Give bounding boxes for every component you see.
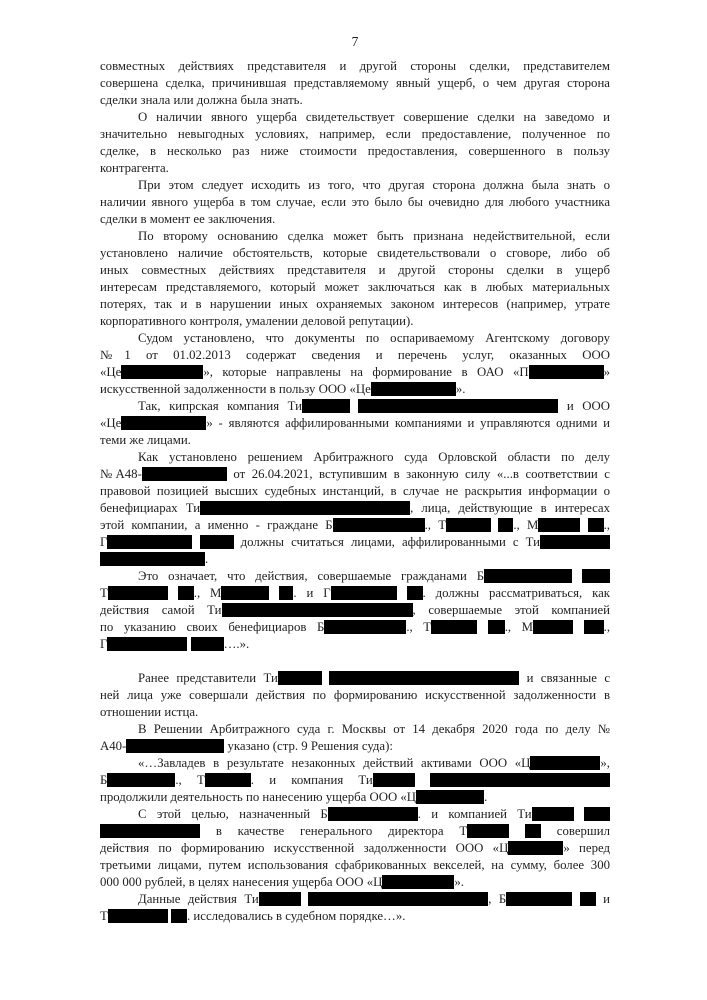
text-line: потерях, так и в нарушении иных охраняемых законом интересов (например, утрате [100, 297, 610, 311]
redaction-bar [191, 637, 224, 651]
text-line: Б ., Т . и компания Ти [100, 772, 610, 789]
text-line: №1 от 01.02.2013 содержат сведения и перечень услуг, оказанных ООО [100, 348, 610, 362]
redaction-bar [121, 365, 203, 379]
text-line: Это означает, что действия, совершаемые гражданами Б [100, 568, 610, 585]
text-line: Ранее представители Ти и связанные с [138, 671, 610, 685]
redaction-bar [584, 807, 610, 821]
text-line: А40- указано (стр. 9 Решения суда): [100, 739, 393, 753]
text-line: совместных действиях представителя и другой стороны сделки, представителем [100, 59, 610, 73]
redaction-bar [498, 518, 513, 532]
paragraph [100, 398, 610, 449]
redaction-bar [108, 586, 168, 600]
redaction-bar [107, 637, 187, 651]
text-line: 000 000 рублей, в целях нанесения ущерба ООО «Ц ». [100, 875, 464, 889]
paragraph [100, 670, 610, 721]
redaction-bar [200, 535, 234, 549]
text-line: продолжили деятельность по нанесению ущерба ООО «Ц . [100, 790, 488, 804]
text-line: теми же лицами. [100, 433, 191, 447]
redaction-bar [107, 535, 192, 549]
paragraph [100, 755, 610, 806]
redaction-bar [488, 620, 505, 634]
redaction-bar [171, 909, 187, 923]
paragraph [100, 177, 610, 228]
text-line: корпоративного контроля, умалении деловой репутации). [100, 314, 414, 328]
text-line: При этом следует исходить из того, что другая сторона должна была знать о [138, 178, 610, 192]
redaction-bar [532, 807, 574, 821]
text-line: Данные действия Ти , Б и [138, 892, 610, 906]
redaction-bar [446, 518, 491, 532]
redaction-bar [430, 773, 610, 787]
redaction-bar [259, 892, 301, 906]
text-line: «Це » - являются аффилированными компаниями и управляются одними и [100, 416, 610, 430]
redaction-bar [538, 518, 580, 532]
text-line: совершена сделка, причинившая представляемому явный ущерб, о чем другая сторона [100, 76, 610, 90]
redaction-bar [107, 773, 175, 787]
redaction-bar [178, 586, 194, 600]
redaction-bar [525, 824, 541, 838]
redaction-bar [240, 501, 410, 515]
text-line: по указанию своих бенефициаров Б ., Т ., М ., [100, 620, 610, 634]
redaction-bar [142, 467, 227, 481]
redaction-bar [371, 382, 456, 396]
redaction-bar [221, 586, 269, 600]
redaction-bar [584, 620, 604, 634]
redaction-bar [100, 552, 205, 566]
redaction-bar [121, 416, 206, 430]
text-line: Судом установлено, что документы по оспариваемому Агентскому договору [138, 331, 610, 345]
paragraph [100, 58, 610, 109]
text-line: . [100, 551, 610, 568]
paragraph [100, 806, 610, 891]
redaction-bar [222, 603, 248, 617]
redaction-bar [533, 620, 573, 634]
text-line: Т ., М . и Г . должны рассматриваться, как [100, 586, 610, 600]
redaction-bar [540, 535, 610, 549]
redaction-bar [279, 586, 293, 600]
text-line: искусственной задолженности в пользу ООО «Це ». [100, 382, 466, 396]
redaction-bar [431, 620, 477, 634]
paragraph [100, 891, 610, 925]
text-line: правовой позицией высших судебных инстанций, в случае не раскрытия информации о [100, 484, 610, 498]
redaction-bar [582, 569, 610, 583]
text-line: Как установлено решением Арбитражного суда Орловской области по делу [138, 450, 610, 464]
redaction-bar [331, 586, 397, 600]
text-line: бенефициарах Ти , лица, действующие в интересах [100, 501, 610, 515]
redaction-bar [373, 773, 415, 787]
redaction-bar [126, 739, 224, 753]
text-line: сделки знала или должна была знать. [100, 93, 303, 107]
text-line: сделке, в несколько раз ниже стоимости предоставления, совершенного в пользу [100, 144, 610, 158]
text-line: третьими лицами, путем использования сфабрикованных векселей, на сумму, более 300 [100, 858, 610, 872]
text-line: иных совместных действиях представителя и другой стороны сделки в ущерб [100, 263, 610, 277]
redaction-bar [407, 586, 423, 600]
redaction-bar [382, 875, 454, 889]
text-line: «…Завладев в результате незаконных действий активами ООО «Ц », [138, 756, 610, 770]
redaction-bar [205, 773, 251, 787]
paragraph [100, 109, 610, 177]
paragraph [100, 721, 610, 755]
redaction-bar [278, 671, 322, 685]
redaction-bar [508, 841, 563, 855]
paragraph [100, 228, 610, 330]
redaction-bar [108, 909, 168, 923]
text-line: этой компании, а именно - граждане Б ., Т ., М ., [100, 518, 610, 532]
text-line: действия самой Ти , совершаемые этой компанией [100, 603, 610, 617]
redaction-bar [530, 756, 600, 770]
text-line: в качестве генерального директора Т совершил [100, 823, 610, 840]
redaction-bar [329, 671, 519, 685]
document-body [100, 58, 610, 925]
text-line: По второму основанию сделка может быть признана недействительной, если [138, 229, 610, 243]
text-line: действия по формированию искусственной задолженности ООО «Ц » перед [100, 841, 610, 855]
text-line: наличии явного ущерба в том случае, если это было бы очевидно для любого участника [100, 195, 610, 209]
text-line: Т . исследовались в судебном порядке…». [100, 909, 406, 923]
redaction-bar [588, 518, 604, 532]
text-line: Г ….». [100, 637, 250, 651]
text-line: «Це », которые направлены на формирование в ОАО «П » [100, 365, 610, 379]
redaction-bar [484, 569, 572, 583]
text-line: С этой целью, назначенный Б . и компанией Ти [100, 806, 610, 823]
text-line: О наличии явного ущерба свидетельствует совершение сделки на заведомо и [138, 110, 610, 124]
text-line: Так, кипрская компания Ти и ООО [138, 399, 610, 413]
redaction-bar [506, 892, 572, 906]
redaction-bar [467, 824, 509, 838]
paragraph [100, 449, 610, 568]
text-line: контрагента. [100, 161, 169, 175]
redaction-bar [416, 790, 484, 804]
redaction-bar [328, 807, 418, 821]
redaction-bar [358, 399, 558, 413]
text-line: Г должны считаться лицами, аффилированными с Ти [100, 534, 610, 551]
paragraph [100, 568, 610, 653]
redaction-bar [248, 603, 413, 617]
text-line: интересам представляемого, который может заключаться как в любых материальных [100, 280, 610, 294]
redaction-bar [100, 824, 200, 838]
text-line: сделки в момент ее заключения. [100, 212, 276, 226]
redaction-bar [580, 892, 596, 906]
text-line: установлено наличие обстоятельств, которые свидетельствовали о сговоре, либо об [100, 246, 610, 260]
redaction-bar [333, 518, 425, 532]
redaction-bar [324, 620, 406, 634]
redaction-bar [302, 399, 350, 413]
page-number: 7 [351, 34, 359, 49]
text-line: отношении истца. [100, 705, 199, 719]
text-line: ней лица уже совершали действия по формированию искусственной задолженности в [100, 688, 610, 702]
text-line: значительно невыгодных условиях, например, если предоставление, полученное по [100, 127, 610, 141]
redaction-bar [308, 892, 488, 906]
paragraph [100, 330, 610, 398]
text-line: В Решении Арбитражного суда г. Москвы от 14 декабря 2020 года по делу № [138, 722, 610, 736]
text-line: №А48- от 26.04.2021, вступившим в законную силу «...в соответствии с [100, 467, 610, 481]
redaction-bar [529, 365, 604, 379]
redaction-bar [200, 501, 240, 515]
